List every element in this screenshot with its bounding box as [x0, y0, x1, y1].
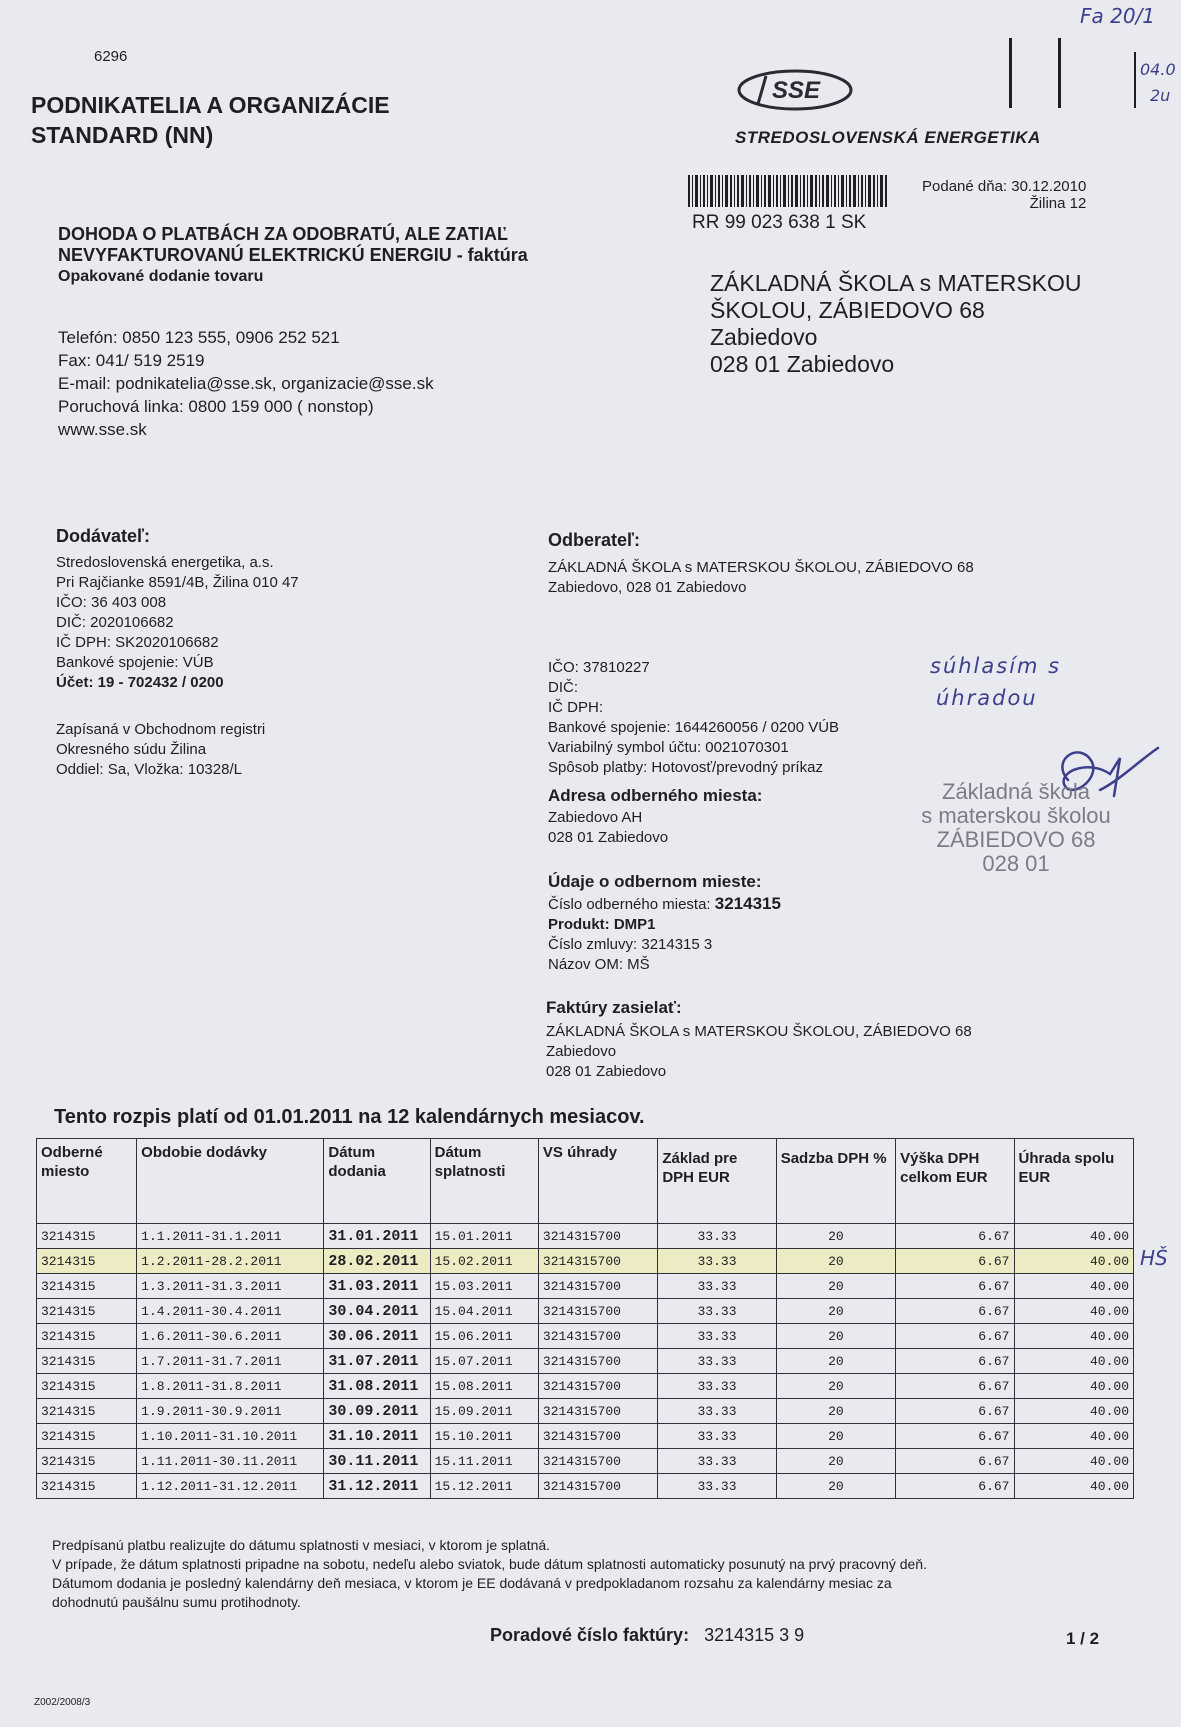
- col-header-vs: VS úhrady: [538, 1139, 657, 1224]
- contact-block: [58, 326, 434, 441]
- cell-base: 33.33: [658, 1374, 776, 1399]
- supplier-line: Pri Rajčianke 8591/4B, Žilina 010 47: [56, 574, 299, 591]
- registry-line: Zapísaná v Obchodnom registri: [56, 721, 266, 738]
- cell-delivery-date: 31.10.2011: [324, 1424, 430, 1449]
- cell-total: 40.00: [1014, 1374, 1134, 1399]
- invoice-number: [490, 1625, 804, 1646]
- cell-vs: 3214315700: [538, 1324, 657, 1349]
- cell-due-date: 15.08.2011: [430, 1374, 538, 1399]
- cell-rate: 20: [776, 1449, 895, 1474]
- cell-vat: 6.67: [896, 1474, 1014, 1499]
- send-line: 028 01 Zabiedovo: [546, 1063, 667, 1080]
- handwritten-row-mark: HŠ: [1140, 1246, 1168, 1270]
- cell-due-date: 15.10.2011: [430, 1424, 538, 1449]
- cell-period: 1.6.2011-30.6.2011: [137, 1324, 324, 1349]
- cell-due-date: 15.11.2011: [430, 1449, 538, 1474]
- contact-email: E-mail: podnikatelia@sse.sk, organizacie@sse.sk: [58, 374, 434, 393]
- cell-total: 40.00: [1014, 1274, 1134, 1299]
- supplier-heading: Dodávateľ:: [56, 526, 150, 546]
- cell-base: 33.33: [658, 1349, 776, 1374]
- cell-vat: 6.67: [896, 1324, 1014, 1349]
- recipient-line-1: ZÁKLADNÁ ŠKOLA s MATERSKOU: [710, 270, 1082, 296]
- segment-line-2: STANDARD (NN): [31, 122, 214, 148]
- cell-base: 33.33: [658, 1424, 776, 1449]
- col-header-rate: Sadzba DPH %: [776, 1139, 895, 1224]
- posted-place: Žilina 12: [1029, 195, 1087, 212]
- cell-place: 3214315: [37, 1324, 137, 1349]
- cell-place: 3214315: [37, 1399, 137, 1424]
- place-line: Zabiedovo AH: [548, 809, 643, 826]
- cell-total: 40.00: [1014, 1249, 1134, 1274]
- place-number-value: 3214315: [714, 894, 781, 913]
- cell-period: 1.7.2011-31.7.2011: [137, 1349, 324, 1374]
- customer-detail: DIČ:: [548, 679, 578, 696]
- cell-vs: 3214315700: [538, 1349, 657, 1374]
- cell-due-date: 15.04.2011: [430, 1299, 538, 1324]
- cell-total: 40.00: [1014, 1299, 1134, 1324]
- cell-delivery-date: 31.01.2011: [324, 1224, 430, 1249]
- cell-delivery-date: 30.06.2011: [324, 1324, 430, 1349]
- supplier-line: DIČ: 2020106682: [56, 614, 174, 631]
- place-info-heading: Údaje o odbernom mieste:: [548, 872, 762, 891]
- cell-total: 40.00: [1014, 1324, 1134, 1349]
- cell-due-date: 15.09.2011: [430, 1399, 538, 1424]
- col-header-period: Obdobie dodávky: [137, 1139, 324, 1224]
- cell-delivery-date: 30.09.2011: [324, 1399, 430, 1424]
- col-header-vat: Výška DPH celkom EUR: [896, 1139, 1014, 1224]
- table-body: [37, 1224, 1134, 1499]
- cell-place: 3214315: [37, 1349, 137, 1374]
- cell-due-date: 15.07.2011: [430, 1349, 538, 1374]
- place-product: Produkt: DMP1: [548, 916, 656, 933]
- col-header-base: Základ pre DPH EUR: [658, 1139, 776, 1224]
- barcode-number: RR 99 023 638 1 SK: [692, 212, 867, 233]
- title-line-3: Opakované dodanie tovaru: [58, 268, 264, 285]
- approval-line-2: úhradou: [936, 686, 1038, 710]
- cell-vat: 6.67: [896, 1274, 1014, 1299]
- place-number: [548, 894, 781, 915]
- cell-period: 1.4.2011-30.4.2011: [137, 1299, 324, 1324]
- footer-notes: [52, 1536, 927, 1612]
- table-row: [37, 1349, 1134, 1374]
- table-row: [37, 1374, 1134, 1399]
- cell-rate: 20: [776, 1274, 895, 1299]
- recipient-line-2: ŠKOLOU, ZÁBIEDOVO 68: [710, 297, 985, 323]
- send-line: Zabiedovo: [546, 1043, 617, 1060]
- cell-vs: 3214315700: [538, 1249, 657, 1274]
- send-heading: Faktúry zasielať:: [546, 998, 682, 1017]
- cell-delivery-date: 28.02.2011: [324, 1249, 430, 1274]
- handwritten-date-note-2: 2u: [1150, 86, 1171, 105]
- page-number: 1 / 2: [1066, 1629, 1100, 1648]
- contact-web: www.sse.sk: [58, 420, 147, 439]
- customer-detail: Bankové spojenie: 1644260056 / 0200 VÚB: [548, 719, 840, 736]
- cell-period: 1.8.2011-31.8.2011: [137, 1374, 324, 1399]
- cell-total: 40.00: [1014, 1349, 1134, 1374]
- footer-note: V prípade, že dátum splatnosti pripadne na sobotu, nedeľu alebo sviatok, bude dátum splatnosti automaticky posunutý na prvý pracovný deň.: [52, 1556, 927, 1572]
- cell-rate: 20: [776, 1474, 895, 1499]
- barcode: [688, 175, 888, 207]
- cell-rate: 20: [776, 1224, 895, 1249]
- place-address: [548, 808, 668, 848]
- company-name: STREDOSLOVENSKÁ ENERGETIKA: [735, 128, 1041, 147]
- cell-vat: 6.67: [896, 1399, 1014, 1424]
- customer-heading: Odberateľ:: [548, 530, 640, 550]
- place-line: 028 01 Zabiedovo: [548, 829, 669, 846]
- title-line-2: NEVYFAKTUROVANÚ ELEKTRICKÚ ENERGIU - faktúra: [58, 245, 528, 265]
- cell-total: 40.00: [1014, 1424, 1134, 1449]
- cell-vat: 6.67: [896, 1374, 1014, 1399]
- title-line-1: DOHODA O PLATBÁCH ZA ODOBRATÚ, ALE ZATIAĽ: [58, 224, 508, 244]
- cell-place: 3214315: [37, 1249, 137, 1274]
- segment-line-1: PODNIKATELIA A ORGANIZÁCIE: [31, 92, 390, 118]
- mark-bar: [1134, 52, 1136, 108]
- recipient-line-3: Zabiedovo: [710, 324, 818, 350]
- sse-logo: [736, 68, 854, 112]
- col-header-total: Úhrada spolu EUR: [1014, 1139, 1134, 1224]
- customer-details: [548, 658, 839, 778]
- registry-line: Okresného súdu Žilina: [56, 741, 207, 758]
- contact-phone: Telefón: 0850 123 555, 0906 252 521: [58, 328, 340, 347]
- cell-period: 1.11.2011-30.11.2011: [137, 1449, 324, 1474]
- cell-base: 33.33: [658, 1274, 776, 1299]
- cell-delivery-date: 30.11.2011: [324, 1449, 430, 1474]
- cell-place: 3214315: [37, 1474, 137, 1499]
- cell-rate: 20: [776, 1324, 895, 1349]
- table-row: [37, 1449, 1134, 1474]
- handwritten-invoice-note: Fa 20/1: [1080, 4, 1156, 28]
- footer-note: Dátumom dodania je posledný kalendárny deň mesiaca, v ktorom je EE dodávaná v predpokladanom rozsahu za kalendárny mesiac za: [52, 1575, 892, 1591]
- cell-vat: 6.67: [896, 1449, 1014, 1474]
- cell-vat: 6.67: [896, 1224, 1014, 1249]
- supplier-details: [56, 553, 299, 693]
- stamp-line-2: s materskou školou: [921, 803, 1111, 828]
- cell-base: 33.33: [658, 1299, 776, 1324]
- cell-delivery-date: 31.03.2011: [324, 1274, 430, 1299]
- table-row: [37, 1399, 1134, 1424]
- invoice-number-label: Poradové číslo faktúry:: [490, 1625, 690, 1645]
- col-header-due-date: Dátum splatnosti: [430, 1139, 538, 1224]
- approval-line-1: súhlasím s: [930, 654, 1062, 678]
- stamp-line-3: ZÁBIEDOVO 68: [936, 827, 1096, 852]
- schedule-heading: Tento rozpis platí od 01.01.2011 na 12 kalendárnych mesiacov.: [54, 1106, 645, 1128]
- cell-place: 3214315: [37, 1374, 137, 1399]
- footer-note: dohodnutú paušálnu sumu protihodnoty.: [52, 1594, 301, 1610]
- cell-delivery-date: 31.12.2011: [324, 1474, 430, 1499]
- cell-due-date: 15.02.2011: [430, 1249, 538, 1274]
- cell-vs: 3214315700: [538, 1299, 657, 1324]
- cell-delivery-date: 31.08.2011: [324, 1374, 430, 1399]
- posted-info: [922, 178, 1086, 212]
- contact-fax: Fax: 041/ 519 2519: [58, 351, 205, 370]
- customer-detail: Variabilný symbol účtu: 0021070301: [548, 739, 789, 756]
- table-header-row: [37, 1139, 1134, 1224]
- cell-period: 1.2.2011-28.2.2011: [137, 1249, 324, 1274]
- cell-period: 1.10.2011-31.10.2011: [137, 1424, 324, 1449]
- customer-name: [548, 558, 974, 598]
- document-title: [58, 224, 528, 287]
- cell-base: 33.33: [658, 1399, 776, 1424]
- table-row: [37, 1224, 1134, 1249]
- cell-vs: 3214315700: [538, 1424, 657, 1449]
- cell-due-date: 15.03.2011: [430, 1274, 538, 1299]
- place-info: [548, 894, 781, 975]
- cell-period: 1.3.2011-31.3.2011: [137, 1274, 324, 1299]
- cell-rate: 20: [776, 1249, 895, 1274]
- table-row: [37, 1324, 1134, 1349]
- supplier-line: Bankové spojenie: VÚB: [56, 654, 214, 671]
- cell-due-date: 15.12.2011: [430, 1474, 538, 1499]
- table-row: [37, 1474, 1134, 1499]
- cell-period: 1.12.2011-31.12.2011: [137, 1474, 324, 1499]
- place-name: Názov OM: MŠ: [548, 956, 650, 973]
- footer-note: Predpísanú platbu realizujte do dátumu splatnosti v mesiaci, v ktorom je splatná.: [52, 1537, 551, 1553]
- cell-delivery-date: 31.07.2011: [324, 1349, 430, 1374]
- contact-hotline: Poruchová linka: 0800 159 000 ( nonstop): [58, 397, 374, 416]
- cell-base: 33.33: [658, 1449, 776, 1474]
- cell-due-date: 15.01.2011: [430, 1224, 538, 1249]
- cell-place: 3214315: [37, 1299, 137, 1324]
- supplier-registry: [56, 720, 265, 780]
- table-row: [37, 1249, 1134, 1274]
- cell-place: 3214315: [37, 1424, 137, 1449]
- cell-rate: 20: [776, 1424, 895, 1449]
- cell-period: 1.1.2011-31.1.2011: [137, 1224, 324, 1249]
- cell-rate: 20: [776, 1399, 895, 1424]
- logo-text: SSE: [771, 77, 821, 104]
- cell-total: 40.00: [1014, 1449, 1134, 1474]
- place-contract: Číslo zmluvy: 3214315 3: [548, 936, 713, 953]
- mark-bar: [1009, 38, 1012, 108]
- invoice-number-value: 3214315 3 9: [704, 1625, 805, 1645]
- customer-detail: Spôsob platby: Hotovosť/prevodný príkaz: [548, 759, 823, 776]
- cell-total: 40.00: [1014, 1399, 1134, 1424]
- payment-schedule-table: [36, 1138, 1134, 1499]
- table-row: [37, 1424, 1134, 1449]
- footer-form-code: Z002/2008/3: [34, 1697, 91, 1708]
- cell-base: 33.33: [658, 1324, 776, 1349]
- customer-detail: IČ DPH:: [548, 699, 604, 716]
- handwritten-date-note: 04.0: [1140, 60, 1176, 79]
- cell-delivery-date: 30.04.2011: [324, 1299, 430, 1324]
- cell-vat: 6.67: [896, 1349, 1014, 1374]
- cell-vs: 3214315700: [538, 1224, 657, 1249]
- registry-line: Oddiel: Sa, Vložka: 10328/L: [56, 761, 242, 778]
- mark-bar: [1058, 38, 1061, 108]
- supplier-line: Stredoslovenská energetika, a.s.: [56, 554, 274, 571]
- stamp-line-1: Základná škola: [942, 779, 1090, 804]
- cell-place: 3214315: [37, 1449, 137, 1474]
- supplier-line: IČO: 36 403 008: [56, 594, 167, 611]
- cell-rate: 20: [776, 1299, 895, 1324]
- stamp-line-4: 028 01: [982, 851, 1050, 876]
- cell-period: 1.9.2011-30.9.2011: [137, 1399, 324, 1424]
- send-line: ZÁKLADNÁ ŠKOLA s MATERSKOU ŠKOLOU, ZÁBIEDOVO 68: [546, 1023, 972, 1040]
- send-address: [546, 1022, 972, 1082]
- place-number-label: Číslo odberného miesta:: [548, 896, 711, 913]
- customer-name-line: Zabiedovo, 028 01 Zabiedovo: [548, 579, 747, 596]
- cell-vs: 3214315700: [538, 1274, 657, 1299]
- posted-date: Podané dňa: 30.12.2010: [922, 178, 1087, 195]
- cell-due-date: 15.06.2011: [430, 1324, 538, 1349]
- supplier-line: IČ DPH: SK2020106682: [56, 634, 219, 651]
- recipient-address: [710, 270, 1082, 378]
- customer-name-line: ZÁKLADNÁ ŠKOLA s MATERSKOU ŠKOLOU, ZÁBIEDOVO 68: [548, 559, 974, 576]
- col-header-place: Odberné miesto: [37, 1139, 137, 1224]
- cell-vat: 6.67: [896, 1299, 1014, 1324]
- recipient-line-4: 028 01 Zabiedovo: [710, 351, 895, 377]
- cell-base: 33.33: [658, 1224, 776, 1249]
- cell-total: 40.00: [1014, 1224, 1134, 1249]
- cell-base: 33.33: [658, 1474, 776, 1499]
- cell-place: 3214315: [37, 1224, 137, 1249]
- table-row: [37, 1274, 1134, 1299]
- cell-place: 3214315: [37, 1274, 137, 1299]
- table-row: [37, 1299, 1134, 1324]
- school-stamp: [896, 780, 1136, 876]
- cell-vs: 3214315700: [538, 1449, 657, 1474]
- handwritten-approval: [930, 650, 1061, 714]
- cell-vs: 3214315700: [538, 1474, 657, 1499]
- customer-segment: [31, 90, 390, 150]
- cell-total: 40.00: [1014, 1474, 1134, 1499]
- cell-rate: 20: [776, 1374, 895, 1399]
- col-header-delivery-date: Dátum dodania: [324, 1139, 430, 1224]
- cell-vat: 6.67: [896, 1424, 1014, 1449]
- supplier-account: Účet: 19 - 702432 / 0200: [56, 674, 224, 691]
- cell-vat: 6.67: [896, 1249, 1014, 1274]
- cell-base: 33.33: [658, 1249, 776, 1274]
- cell-vs: 3214315700: [538, 1399, 657, 1424]
- customer-detail: IČO: 37810227: [548, 659, 650, 676]
- cell-rate: 20: [776, 1349, 895, 1374]
- cell-vs: 3214315700: [538, 1374, 657, 1399]
- place-heading: Adresa odberného miesta:: [548, 786, 763, 805]
- form-code: 6296: [94, 48, 128, 65]
